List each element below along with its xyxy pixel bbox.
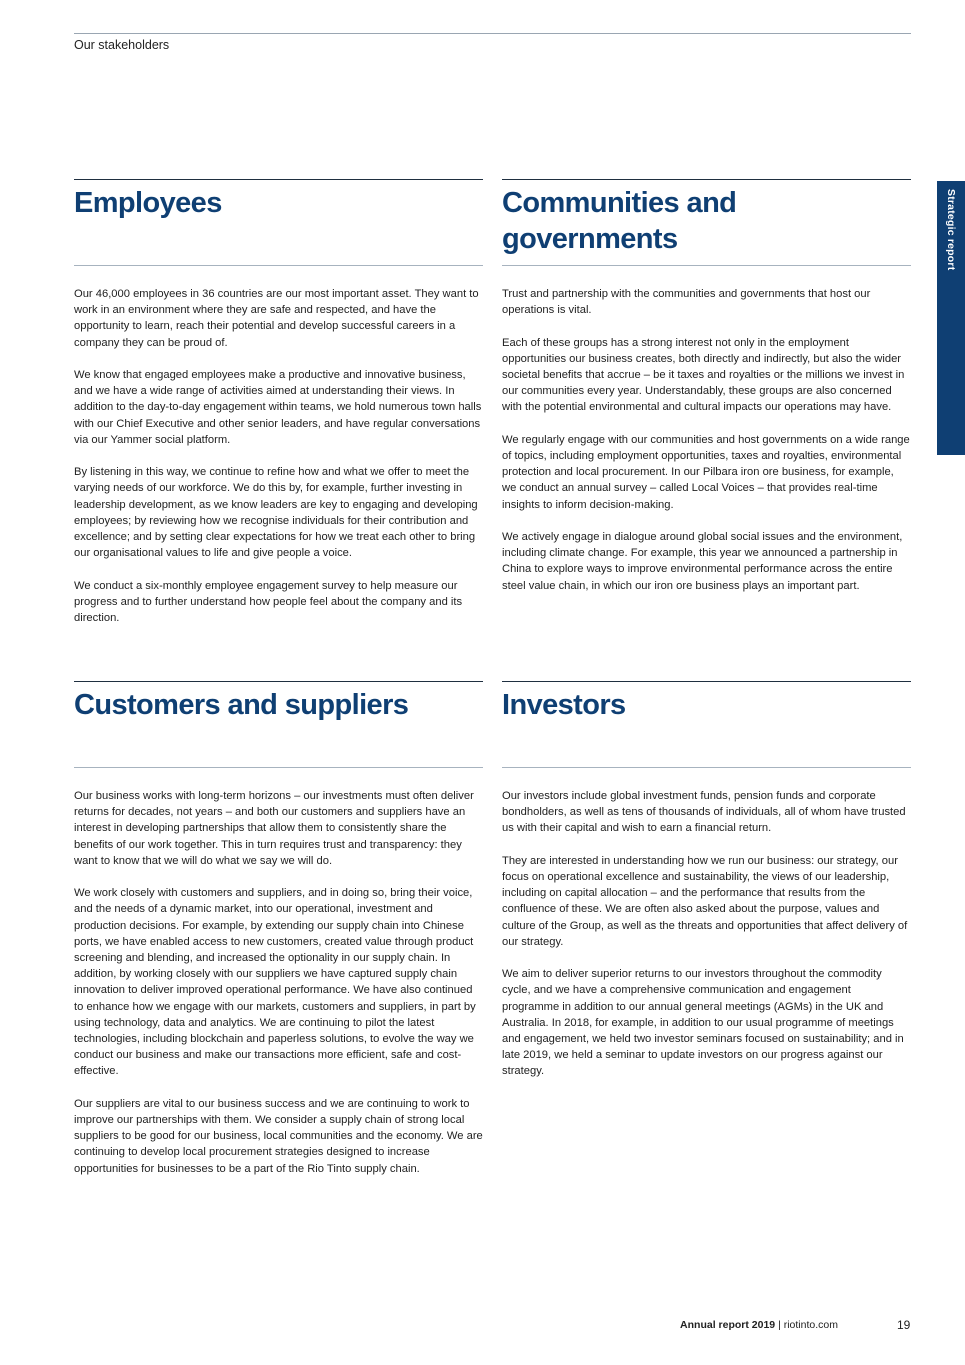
section-heading: Customers and suppliers <box>74 689 409 721</box>
section-heading: Employees <box>74 187 222 219</box>
section-investors <box>502 681 911 1096</box>
page-footer <box>680 1319 838 1331</box>
page-number: 19 <box>897 1318 911 1332</box>
paragraph: We aim to deliver superior returns to our investors throughout the commodity cycle, and we have a comprehensive communication and engagement programme in addition to our annual general meetings (AGMs) in the UK and Australia. In 2018, for example, in addition to our usual programme of meetings and engagement, we held two investor seminars focused on sustainability; and in late 2019, we held a seminar to update investors on our progress against our strategy. <box>502 968 904 1078</box>
paragraph: We conduct a six-monthly employee engagement survey to help measure our progress and to further understand how people feel about the company and its direction. <box>74 579 463 625</box>
paragraph: We know that engaged employees make a productive and innovative business, and we have a wide range of activities aimed at understanding their views. In addition to the day-to-day engagement within teams, we hold numerous town halls with our Chief Executive and other senior leaders, and have regular conversations via our Yammer social platform. <box>74 369 482 446</box>
paragraph: Trust and partnership with the communities and governments that host our operations is vital. <box>502 288 871 317</box>
section-body <box>502 768 911 1080</box>
section-customers-and-suppliers <box>74 681 483 1193</box>
header-rule <box>74 33 911 34</box>
footer-separator: | <box>775 1319 784 1331</box>
section-heading: Communities and governments <box>502 187 737 255</box>
side-tab-label: Strategic report <box>945 189 957 271</box>
paragraph: By listening in this way, we continue to refine how and what we offer to meet the varying needs of our workforce. We do this by, for example, further investing in leadership development, as we know leaders are key to engaging and developing employees; by reviewing how we recognise individuals for their contribution and excellence; and by setting clear expectations for how we treat each other to bring our organisational values to life and give people a voice. <box>74 466 478 560</box>
section-side-tab <box>937 181 965 455</box>
paragraph: Our suppliers are vital to our business success and we are continuing to work to improve our partnerships with them. We consider a supply chain of strong local suppliers to be good for our business, local communities and the economy. We are continuing to develop local procurement strategies designed to increase opportunities for businesses to be a part of the Rio Tinto supply chain. <box>74 1097 483 1175</box>
footer-site-link[interactable]: riotinto.com <box>783 1319 838 1331</box>
paragraph: Our investors include global investment funds, pension funds and corporate bondholders, as well as tens of thousands of individuals, all of whom have trusted us with their capital and wish to earn a financial return. <box>502 790 906 835</box>
paragraph: We actively engage in dialogue around global social issues and the environment, including climate change. For example, this year we announced a partnership in China to explore ways to improve environmental performance across the entire steel value chain, in which our iron ore business plays an important part. <box>502 531 903 592</box>
section-heading: Investors <box>502 689 626 721</box>
section-communities-and-governments <box>502 179 911 610</box>
paragraph: We work closely with customers and suppliers, and in doing so, bring their voice, and the needs of a dynamic market, into our operational, investment and production decisions. For example, by extending our supply chain into Chinese ports, we have enabled access to new customers, created value through product screening and blending, and increased the optionality in our supply chain. In addition, by working closely with our suppliers we have captured supply chain innovation to deliver improved operational performance. We have also continued to enhance how we engage with our markets, customers and suppliers, in part by using technology, data and analytics. We are continuing to pilot the latest technologies, including blockchain and paperless solutions, to evolve the way we conduct our business and make our transactions more efficient, safe and cost-effective. <box>74 887 476 1078</box>
paragraph: Our 46,000 employees in 36 countries are our most important asset. They want to work in an environment where they are safe and respected, and have the opportunity to learn, reach their potential and develop successful careers in a company they can be proud of. <box>74 288 479 349</box>
page-header-title: Our stakeholders <box>74 38 170 52</box>
section-body <box>74 768 483 1177</box>
section-employees <box>74 179 483 642</box>
paragraph: Each of these groups has a strong interest not only in the employment opportunities our business creates, both directly and indirectly, but also the wider societal benefits that accrue – be it taxes and royalties or the millions we invest in our communities every year. Understandably, these groups are also concerned with the potential environmental and cultural impacts our operations may have. <box>502 336 905 414</box>
paragraph: They are interested in understanding how we run our business: our strategy, our focus on operational excellence and sustainability, the views of our leadership, including on capital allocation – and the performance that results from the confluence of these. We are often also asked about the purpose, values and culture of the Group, as well as the threats and opportunities that affect delivery of our strategy. <box>502 854 908 948</box>
section-body <box>502 266 911 594</box>
paragraph: Our business works with long-term horizons – our investments must often deliver returns for decades, not years – and both our customers and suppliers have an interest in developing partnerships that allow them to consistently share the benefits of our work together. This in turn requires trust and transparency: they want to know that we will do what we say we will do. <box>74 790 474 867</box>
paragraph: We regularly engage with our communities and host governments on a wide range of topics, including employment opportunities, taxes and royalties, environmental protection and local procurement. In our Pilbara iron ore business, for example, we conduct an annual survey – called Local Voices – that provides real-time insights to inform decision-making. <box>502 433 910 511</box>
footer-report-title: Annual report 2019 <box>680 1319 776 1331</box>
section-body <box>74 266 483 626</box>
